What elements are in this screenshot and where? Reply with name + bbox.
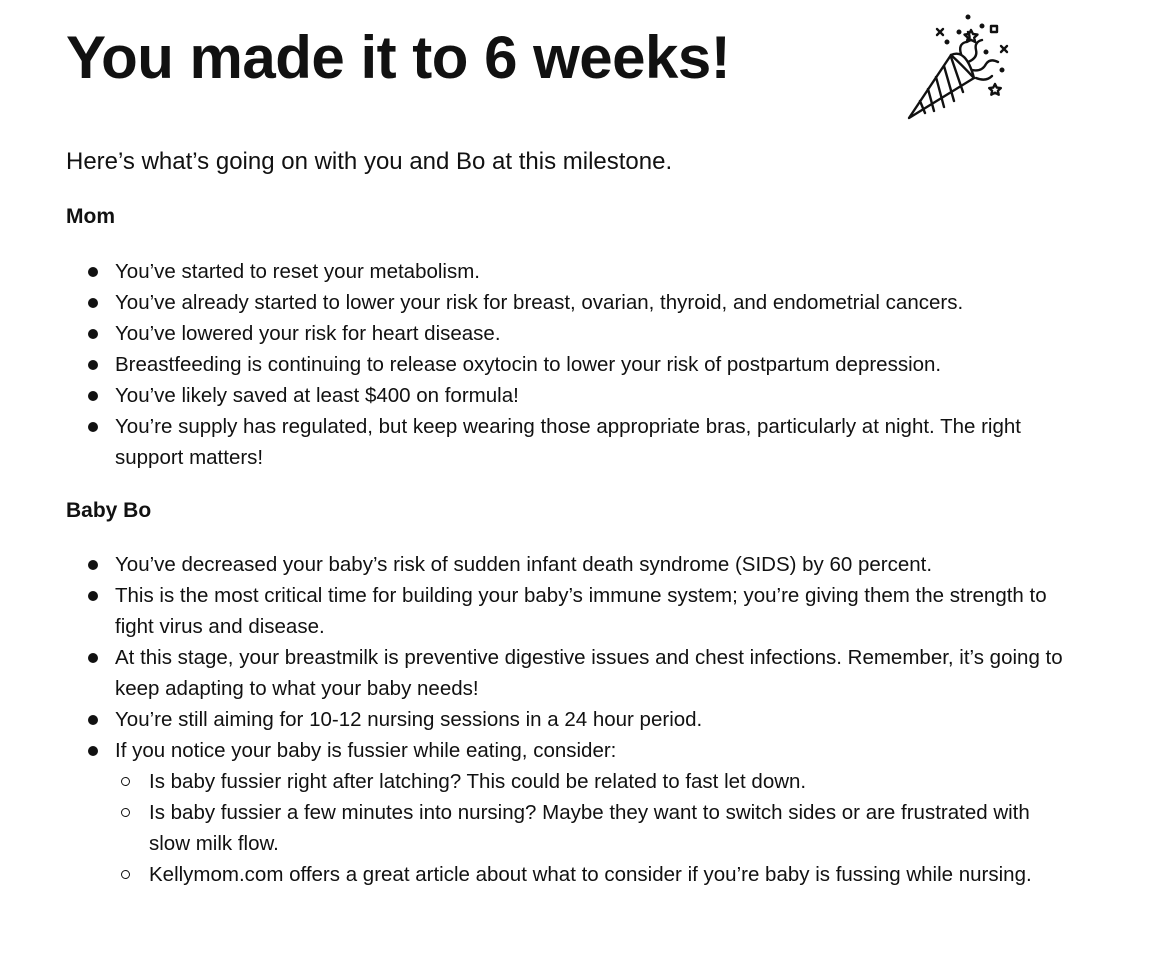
page-title: You made it to 6 weeks! xyxy=(66,24,731,91)
list-item xyxy=(66,380,1066,411)
baby-list xyxy=(66,549,1066,890)
sublist-item-text: Is baby fussier right after latching? This could be related to fast let down. xyxy=(149,770,807,793)
list-item-text: This is the most critical time for building your baby’s immune system; you’re giving them the strength to fight virus and disease. xyxy=(115,584,1047,638)
hollow-bullet-icon xyxy=(121,808,130,817)
bullet-icon xyxy=(88,391,98,401)
bullet-icon xyxy=(88,360,98,370)
list-item-text: You’re still aiming for 10-12 nursing sessions in a 24 hour period. xyxy=(115,708,703,731)
list-item-text: You’re supply has regulated, but keep wearing those appropriate bras, particularly at night. The right support matters! xyxy=(115,415,1021,469)
list-item xyxy=(66,580,1066,642)
bullet-icon xyxy=(88,267,98,277)
list-item-text: If you notice your baby is fussier while eating, consider: xyxy=(115,739,617,762)
list-item xyxy=(66,349,1066,380)
list-item xyxy=(66,549,1066,580)
list-item xyxy=(66,318,1066,349)
list-item-text: At this stage, your breastmilk is preventive digestive issues and chest infections. Remember, it’s going to keep adapting to what your baby needs! xyxy=(115,646,1063,700)
sublist-item-text: Is baby fussier a few minutes into nursing? Maybe they want to switch sides or are frustrated with slow milk flow. xyxy=(149,801,1030,855)
party-popper-icon xyxy=(906,12,1016,124)
list-item xyxy=(66,735,1066,890)
list-item-text: You’ve started to reset your metabolism. xyxy=(115,260,481,283)
bullet-icon xyxy=(88,422,98,432)
sublist-item xyxy=(115,859,1066,890)
list-item-text: You’ve already started to lower your risk for breast, ovarian, thyroid, and endometrial cancers. xyxy=(115,291,964,314)
list-item-text: Breastfeeding is continuing to release oxytocin to lower your risk of postpartum depression. xyxy=(115,353,942,376)
list-item-text: You’ve likely saved at least $400 on formula! xyxy=(115,384,519,407)
list-item-text: You’ve lowered your risk for heart disease. xyxy=(115,322,501,345)
bullet-icon xyxy=(88,329,98,339)
list-item xyxy=(66,642,1066,704)
bullet-icon xyxy=(88,591,98,601)
bullet-icon xyxy=(88,298,98,308)
bullet-icon xyxy=(88,715,98,725)
bullet-icon xyxy=(88,746,98,756)
mom-list xyxy=(66,256,1066,473)
mom-heading: Mom xyxy=(66,205,115,228)
intro-text: Here’s what’s going on with you and Bo at this milestone. xyxy=(66,148,673,175)
bullet-icon xyxy=(88,653,98,663)
baby-heading: Baby Bo xyxy=(66,499,152,522)
fussy-sublist xyxy=(115,766,1066,890)
sublist-item xyxy=(115,797,1066,859)
list-item xyxy=(66,704,1066,735)
list-item xyxy=(66,287,1066,318)
hollow-bullet-icon xyxy=(121,870,130,879)
bullet-icon xyxy=(88,560,98,570)
sublist-item xyxy=(115,766,1066,797)
list-item-text: You’ve decreased your baby’s risk of sudden infant death syndrome (SIDS) by 60 percent. xyxy=(115,553,933,576)
list-item xyxy=(66,256,1066,287)
list-item xyxy=(66,411,1066,473)
hollow-bullet-icon xyxy=(121,777,130,786)
sublist-item-text: Kellymom.com offers a great article about what to consider if you’re baby is fussing while nursing. xyxy=(149,863,1032,886)
